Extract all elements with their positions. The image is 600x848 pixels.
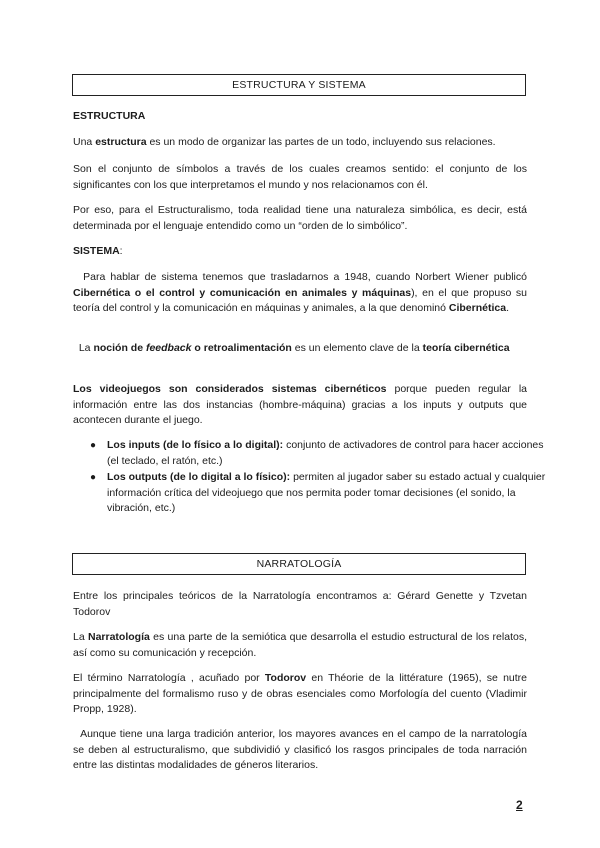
text-run: en Théorie de la littérature (1965), se nutre principalmente del formalismo ruso y de obras esenciales como Morfología del cuento (Vladimir Propp, 1928). [73,672,528,715]
heading-sistema-text: SISTEMA [73,245,120,257]
bold-run: Los videojuegos son considerados sistemas cibernéticos [73,383,387,395]
text-run: El término Narratología , acuñado por [73,672,265,684]
text-run: La [73,631,88,643]
section-header-estructura-y-sistema: ESTRUCTURA Y SISTEMA [72,74,526,96]
bullet-list-inputs-outputs [89,438,547,518]
paragraph-todorov [73,671,527,718]
bold-run: noción de [93,342,146,354]
text-run: es una parte de la semiótica que desarrolla el estudio estructural de los relatos, así como su comunicación y recepción. [73,631,527,659]
section-header-narratologia: NARRATOLOGÍA [72,553,526,575]
text-run: conjunto de activadores de control para hacer acciones (el teclado, el ratón, etc.) [107,439,544,467]
paragraph-wiener [73,270,530,317]
text-run: : [119,245,123,257]
bold-italic-run: feedback [145,342,192,354]
text-run: permiten al jugador saber su estado actual y cualquier información crítica del videojuego que nos permita poder tomar decisiones (el sonido, la vibración, etc.) [107,471,546,514]
page-number: 2 [516,798,523,812]
text-run: es un elemento clave de la [291,342,423,354]
paragraph-feedback [73,341,527,357]
paragraph-teoricos: Entre los principales teóricos de la Narratología encontramos a: Gérard Genette y Tzvetan Todorov [73,590,527,618]
heading-estructura-text: ESTRUCTURA [73,110,146,122]
paragraph-videojuegos [73,382,527,429]
bold-run: Cibernética o el control y comunicación en animales y máquinas [73,286,412,299]
text-run: . [506,302,509,314]
paragraph-simbolos: Son el conjunto de símbolos a través de los cuales creamos sentido: el conjunto de los significantes con los que interpretamos el mundo y nos relacionamos con él. [73,163,527,191]
bold-run: Cibernética [448,302,507,314]
text-run: Para hablar de sistema tenemos que trasladarnos a 1948, cuando Norbert Wiener publicó [73,271,530,283]
bold-run: teoría cibernética [422,342,510,354]
bold-run: estructura [95,136,147,148]
paragraph-estructuralismo: Por eso, para el Estructuralismo, toda realidad tiene una naturaleza simbólica, es decir, está determinada por el lenguaje entendido como un “orden de lo simbólico”. [73,204,527,232]
bullet-icon: ● [90,440,97,451]
text-run: porque pueden regular la información entre las dos instancias (hombre-máquina) gracias a los inputs y outputs que acontecen durante el juego. [73,383,527,426]
bold-run: o retroalimentación [191,342,292,354]
bullet-icon: ● [90,472,97,483]
paragraph-estructura-definicion [73,135,527,151]
text-run: La [73,342,94,354]
text-run: ), en el que propuso su teoría del control y la comunicación en máquinas y animales, a la que denominó [73,286,530,314]
bold-run: Los inputs (de lo físico a lo digital): [107,439,284,451]
list-item [90,438,547,469]
paragraph-narratologia-definicion [73,630,527,661]
heading-estructura [73,109,527,125]
text-run: es un modo de organizar las partes de un todo, incluyendo sus relaciones. [146,136,496,148]
text-run: Una [73,136,96,148]
heading-sistema [73,244,527,260]
bold-run: Todorov [264,672,307,684]
list-item [90,470,547,517]
bold-run: Narratología [87,631,150,643]
bold-run: Los outputs (de lo digital a lo físico): [107,471,291,483]
paragraph-tradicion: Aunque tiene una larga tradición anterior, los mayores avances en el campo de la narratología se deben al estructuralismo, que subdividió y clasificó los rasgos principales de toda narración entre las distintas modalidades de géneros literarios. [73,728,530,771]
